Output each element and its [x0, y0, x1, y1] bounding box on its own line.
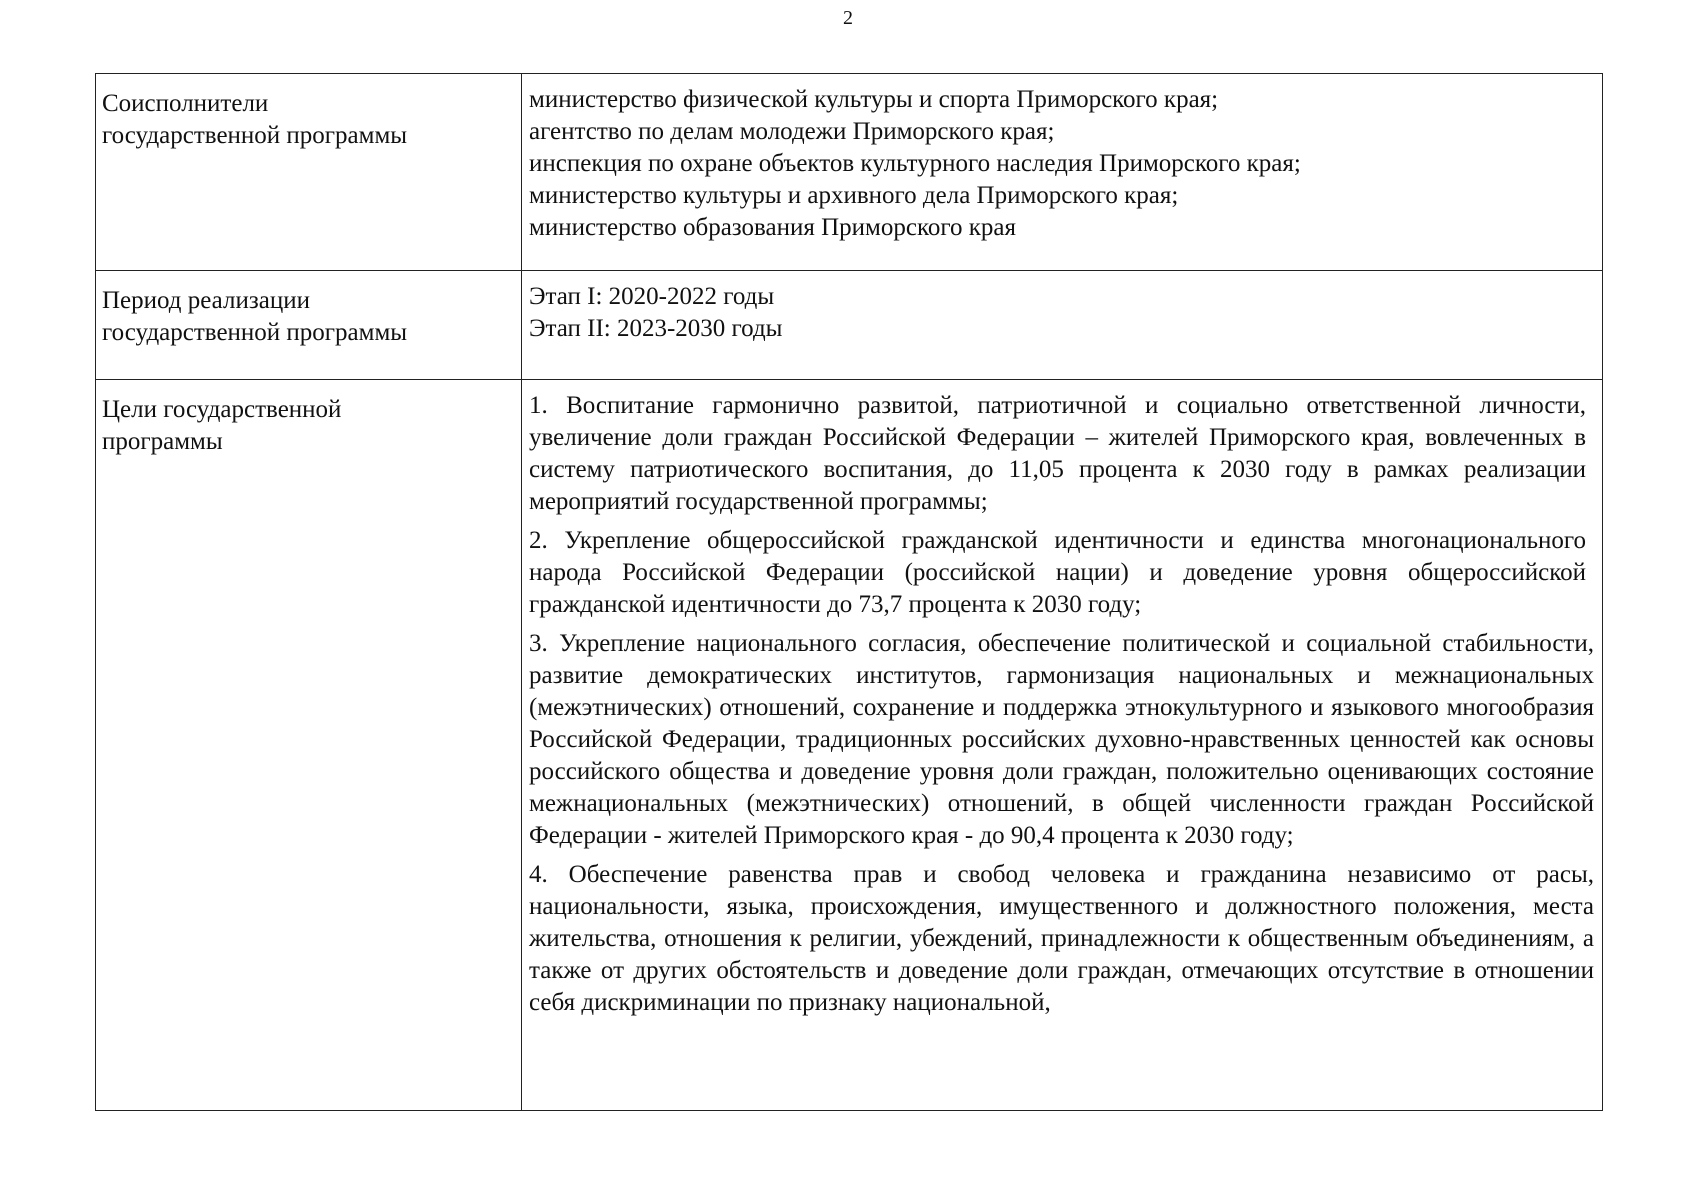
goal-item: 1. Воспитание гармонично развитой, патриотичной и социально ответственной личности, увеличение доли граждан Российской Федерации – жителей Приморского края, вовлеченных в систему патриотического воспитания, до 11,05 процента к 2030 году в рамках реализации мероприятий государственной программы;: [529, 392, 1586, 515]
coexecutors-label-line: государственной программы: [102, 122, 408, 149]
period-stage: Этап I: 2020-2022 годы: [529, 283, 775, 310]
period-label-cell: [96, 271, 522, 380]
coexecutors-label-line: Соисполнители: [102, 90, 269, 117]
period-stage: Этап II: 2023-2030 годы: [529, 315, 783, 342]
program-passport-table: [95, 73, 1603, 1111]
goal-item: 2. Укрепление общероссийской гражданской идентичности и единства многонационального народа Российской Федерации (российской нации) и доведение уровня общероссийской гражданской идентичности до 73,7 процента к 2030 году;: [529, 527, 1586, 618]
goal-item: 3. Укрепление национального согласия, обеспечение политической и социальной стабильности, развитие демократических институтов, гармонизация национальных и межнациональных (межэтнических) отношений, сохранение и поддержка этнокультурного и языкового многообразия Российской Федерации, традиционных российских духовно-нравственных ценностей как основы российского общества и доведение уровня доли граждан, положительно оценивающих состояние межнациональных (межэтнических) отношений, в общей численности граждан Российской Федерации - жителей Приморского края - до 90,4 процента к 2030 году;: [529, 630, 1594, 849]
table-row-goals: [96, 380, 1603, 1111]
coexecutors-label-cell: [96, 74, 522, 271]
goals-label-line: Цели государственной: [102, 396, 342, 423]
page-number: 2: [843, 7, 853, 29]
period-label-line: государственной программы: [102, 319, 408, 346]
goals-content-cell: [522, 380, 1603, 1111]
period-label-line: Период реализации: [102, 287, 310, 314]
coexecutor-item: агентство по делам молодежи Приморского края;: [529, 118, 1055, 145]
coexecutor-item: министерство культуры и архивного дела Приморского края;: [529, 182, 1179, 209]
table-row-coexecutors: [96, 74, 1603, 271]
coexecutors-content-cell: [522, 74, 1603, 271]
coexecutor-item: министерство физической культуры и спорта Приморского края;: [529, 86, 1219, 113]
coexecutor-item: министерство образования Приморского края: [529, 214, 1016, 241]
goal-item: 4. Обеспечение равенства прав и свобод человека и гражданина независимо от расы, национальности, языка, происхождения, имущественного и должностного положения, места жительства, отношения к религии, убеждений, принадлежности к общественным объединениям, а также от других обстоятельств и доведение доли граждан, отмечающих отсутствие в отношении себя дискриминации по признаку национальной,: [529, 861, 1594, 1016]
table-row-period: [96, 271, 1603, 380]
period-content-cell: [522, 271, 1603, 380]
coexecutor-item: инспекция по охране объектов культурного наследия Приморского края;: [529, 150, 1301, 177]
goals-label-cell: [96, 380, 522, 1111]
goals-label-line: программы: [102, 428, 223, 455]
